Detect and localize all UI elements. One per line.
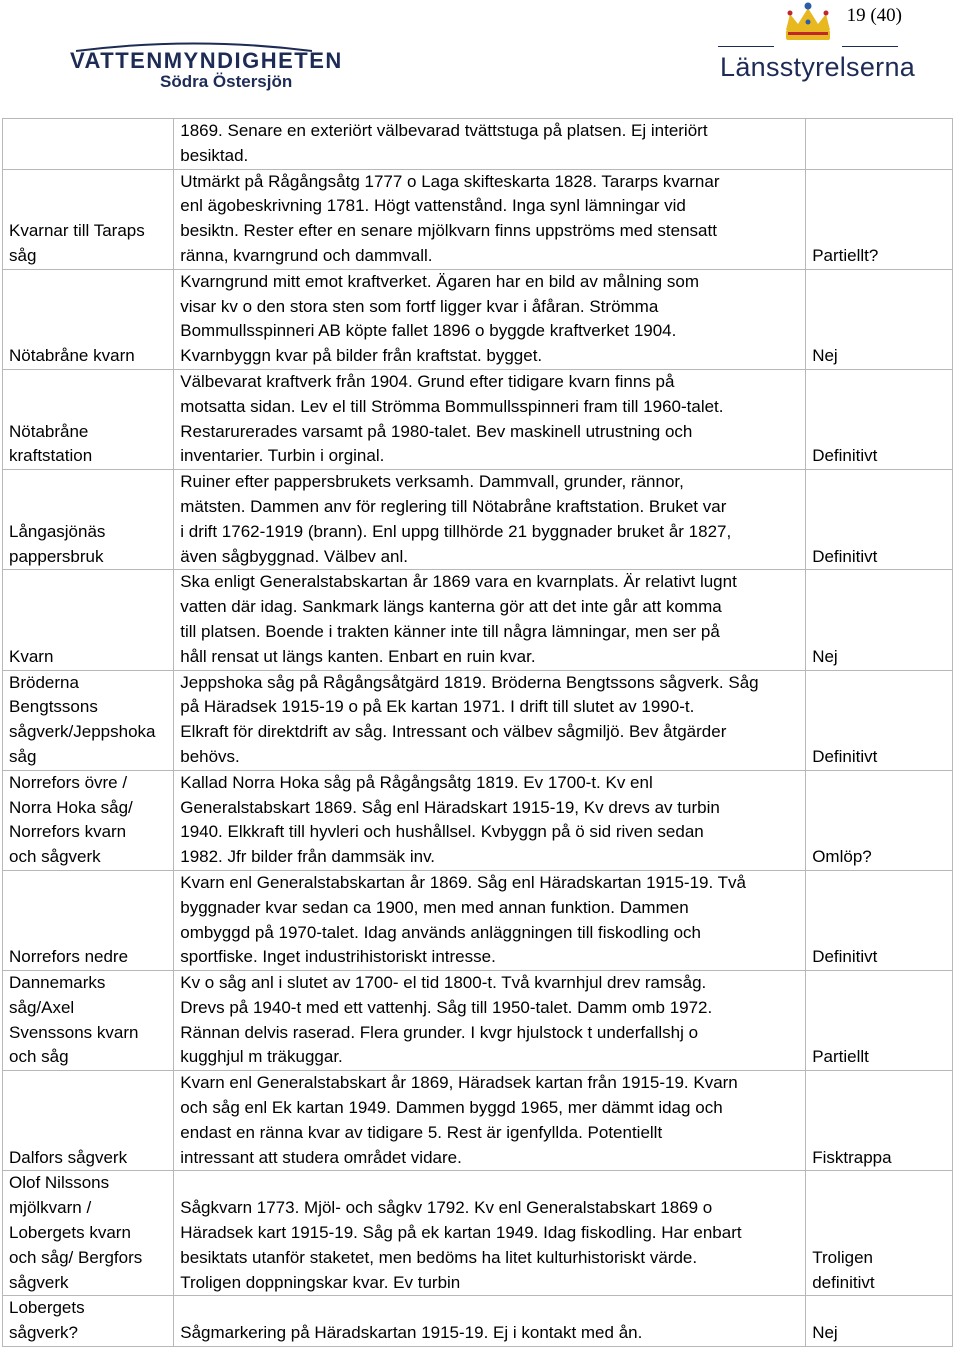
table-row — [3, 470, 953, 570]
site-description: Sågmarkering på Häradskartan 1915-19. Ej i kontakt med ån. — [174, 1296, 806, 1347]
preservation-status: Partiellt? — [806, 169, 953, 269]
site-description: 1869. Senare en exteriört välbevarad tvättstuga på platsen. Ej interiört besiktad. — [174, 119, 806, 170]
logo-line-left — [718, 46, 774, 47]
preservation-status: Nej — [806, 1296, 953, 1347]
table-row — [3, 1071, 953, 1171]
logo-subtitle: Södra Östersjön — [160, 72, 293, 91]
preservation-status: Nej — [806, 570, 953, 670]
site-description: Ruiner efter pappersbrukets verksamh. Dammvall, grunder, rännor, mätsten. Dammen anv för reglering till Nötabråne kraftstation. Bruket var i drift 1762-1919 (brann). Enl uppg tillhörde 21 byggnader bruket år 1827, även sågbyggnad. Välbev anl. — [174, 470, 806, 570]
site-name: Norrefors nedre — [3, 870, 174, 970]
site-description: Kvarngrund mitt emot kraftverket. Ägaren har en bild av målning som visar kv o den stora sten som fortf ligger kvar i åfåran. Strömma Bommullsspinneri AB köpte fallet 1896 o byggde kraftverket 1904. Kvarnbyggn kvar på bilder från kraftstat. bygget. — [174, 269, 806, 369]
site-description: Kv o såg anl i slutet av 1700- el tid 1800-t. Två kvarnhjul drev ramsåg. Drevs på 1940-t med ett vattenhj. Såg till 1950-talet. Damm omb 1972. Rännan delvis raserad. Flera grunder. I kvgr hjulstock t underfallshj o kugghjul m träkuggar. — [174, 971, 806, 1071]
inventory-table — [2, 118, 953, 1347]
table-row — [3, 971, 953, 1071]
preservation-status: Nej — [806, 269, 953, 369]
site-name: Norrefors övre / Norra Hoka såg/ Norrefors kvarn och sågverk — [3, 770, 174, 870]
preservation-status: Partiellt — [806, 971, 953, 1071]
site-name: Kvarnar till Taraps såg — [3, 169, 174, 269]
site-name: Dalfors sågverk — [3, 1071, 174, 1171]
table-row — [3, 1171, 953, 1296]
site-description: Utmärkt på Rågångsåtg 1777 o Laga skifteskarta 1828. Tararps kvarnar enl ägobeskrivning 1781. Högt vattenstånd. Inga synl lämningar vid besiktn. Rester efter en senare mjölkvarn finns uppströms med stensatt ränna, kvarngrund och dammvall. — [174, 169, 806, 269]
lansstyrelserna-logo-text: Länsstyrelserna — [720, 52, 916, 82]
vattenmyndigheten-logo — [70, 38, 343, 91]
logo-title: VATTENMYNDIGHETEN — [70, 48, 343, 73]
site-name: Olof Nilssons mjölkvarn / Lobergets kvarn och såg/ Bergfors sågverk — [3, 1171, 174, 1296]
preservation-status: Definitivt — [806, 470, 953, 570]
site-description: Jeppshoka såg på Rågångsåtgärd 1819. Bröderna Bengtssons sågverk. Såg på Häradsek 1915-19 o på Ek kartan 1971. I drift till slutet av 1990-t. Elkraft för direktdrift av såg. Intressant och välbev sågmiljö. Bev åtgärder behövs. — [174, 670, 806, 770]
table-row — [3, 1296, 953, 1347]
site-description: Kallad Norra Hoka såg på Rågångsåtg 1819. Ev 1700-t. Kv enl Generalstabskart 1869. Såg enl Häradskart 1915-19, Kv drevs av turbin 1940. Elkkraft till hyvleri och hushållsel. Kvbyggn på ö sid riven sedan 1982. Jfr bilder från dammsäk inv. — [174, 770, 806, 870]
preservation-status: Troligen definitivt — [806, 1171, 953, 1296]
page-number: 19 (40) — [846, 5, 902, 26]
table-row — [3, 570, 953, 670]
table-row — [3, 870, 953, 970]
site-description: Kvarn enl Generalstabskart år 1869, Häradsek kartan från 1915-19. Kvarn och såg enl Ek kartan 1949. Dammen byggd 1965, mer dämmt idag och endast en ränna kvar av tidigare 5. Rest är igenfyllda. Potentiellt intressant att studera området vidare. — [174, 1071, 806, 1171]
table-row — [3, 670, 953, 770]
site-description: Ska enligt Generalstabskartan år 1869 vara en kvarnplats. Är relativt lugnt vatten där idag. Sankmark längs kanterna gör att det inte går att komma till platsen. Boende i trakten känner inte till några lämningar, men ser på håll rensat ut längs kanten. Enbart en ruin kvar. — [174, 570, 806, 670]
site-name: Nötabråne kvarn — [3, 269, 174, 369]
site-name — [3, 119, 174, 170]
table-row — [3, 169, 953, 269]
preservation-status: Omlöp? — [806, 770, 953, 870]
preservation-status: Definitivt — [806, 670, 953, 770]
logo-line-right — [842, 46, 898, 47]
crown-icon — [778, 0, 838, 46]
site-description: Sågkvarn 1773. Mjöl- och sågkv 1792. Kv enl Generalstabskart 1869 o Häradsek kart 1915-19. Såg på ek kartan 1949. Idag fiskodling. Har enbart besiktats utanför staketet, men bedöms ha litet kulturhistoriskt värde. Troligen doppningskar kvar. Ev turbin — [174, 1171, 806, 1296]
table-row — [3, 770, 953, 870]
preservation-status: Definitivt — [806, 369, 953, 469]
site-description: Välbevarat kraftverk från 1904. Grund efter tidigare kvarn finns på motsatta sidan. Lev el till Strömma Bommullsspinneri fram till 1960-talet. Restarurerades varsamt på 1980-talet. Bev maskinell utrustning och inventarier. Turbin i orginal. — [174, 369, 806, 469]
site-name: Dannemarks såg/Axel Svenssons kvarn och såg — [3, 971, 174, 1071]
site-name: Bröderna Bengtssons sågverk/Jeppshoka såg — [3, 670, 174, 770]
preservation-status: Definitivt — [806, 870, 953, 970]
site-name: Lobergets sågverk? — [3, 1296, 174, 1347]
site-description: Kvarn enl Generalstabskartan år 1869. Såg enl Häradskartan 1915-19. Två byggnader kvar sedan ca 1900, men med annan funktion. Dammen ombyggd på 1970-talet. Idag används anläggningen till fiskodling och sportfiske. Inget industrihistoriskt intresse. — [174, 870, 806, 970]
site-name: Nötabråne kraftstation — [3, 369, 174, 469]
preservation-status: Fisktrappa — [806, 1071, 953, 1171]
preservation-status — [806, 119, 953, 170]
table-row — [3, 269, 953, 369]
table-row — [3, 119, 953, 170]
site-name: Långasjönäs pappersbruk — [3, 470, 174, 570]
table-row — [3, 369, 953, 469]
site-name: Kvarn — [3, 570, 174, 670]
